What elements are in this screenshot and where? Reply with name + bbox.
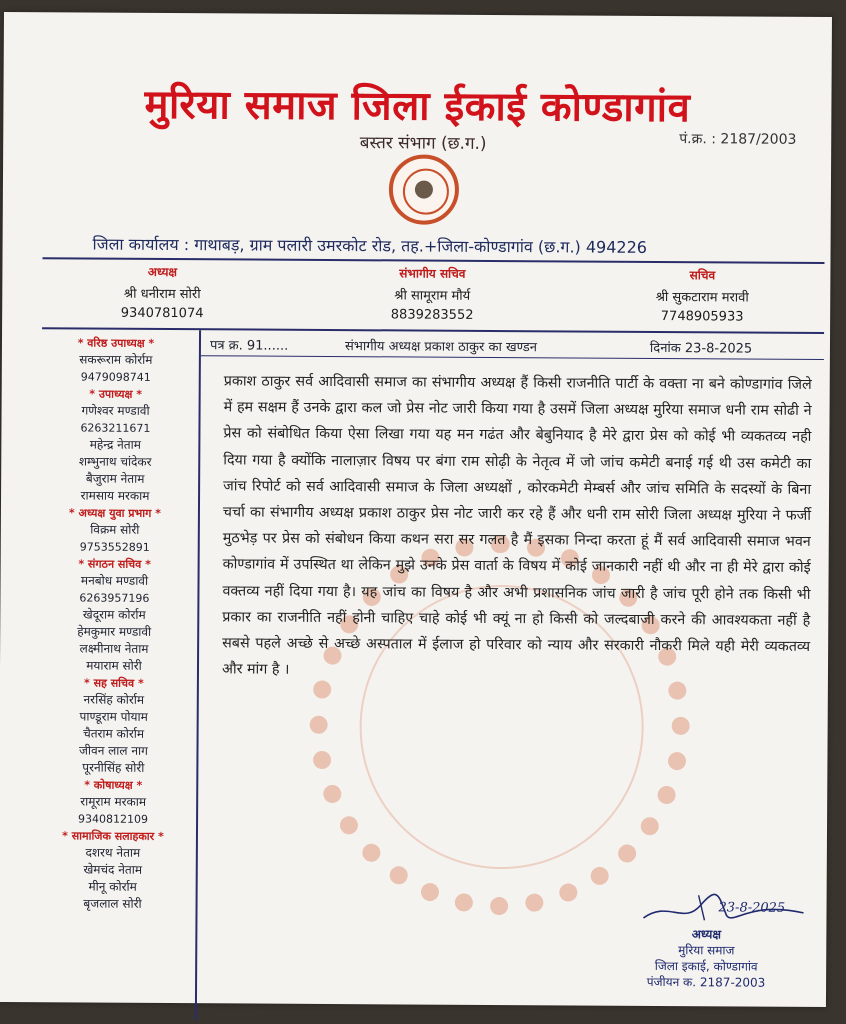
- registration-number: पं.क्र. : 2187/2003: [679, 131, 797, 148]
- officer-name: श्री धनीराम सोरी: [123, 286, 201, 303]
- sidebar-member-name: मीनू कोर्राम: [88, 879, 137, 894]
- sidebar-heading: * सह सचिव *: [84, 676, 144, 690]
- officer-role: संभागीय सचिव: [399, 266, 466, 281]
- letter-subject: संभागीय अध्यक्ष प्रकाश ठाकुर का खण्डन: [344, 339, 538, 356]
- sidebar-phone: 6263957196: [79, 591, 150, 605]
- sidebar-member-name: रामसाय मरकाम: [80, 488, 150, 503]
- sidebar-member-name: पूरनीसिंह सोरी: [82, 760, 145, 775]
- sidebar-member-name: बैजुराम नेताम: [85, 471, 145, 486]
- sidebar-phone: 9753552891: [79, 540, 150, 554]
- sidebar-member-name: नरसिंह कोर्राम: [83, 692, 145, 707]
- sidebar-member-name: हेमकुमार मण्डावी: [77, 624, 152, 639]
- sidebar-member-name: महेन्द्र नेताम: [89, 437, 142, 452]
- office-bearers-sidebar: [29, 334, 201, 913]
- officer-phone: 7748905933: [660, 309, 744, 325]
- sidebar-member-name: खेदूराम कोर्राम: [82, 607, 146, 622]
- office-address: जिला कार्यालय : गाथाबड़, ग्राम पलारी उमरकोट रोड, तह.+जिला-कोण्डागांव (छ.ग.) 494226: [92, 234, 648, 257]
- sidebar-heading: * सामाजिक सलाहकार *: [62, 829, 164, 843]
- officer-divisional-secretary: [312, 264, 552, 323]
- organization-seal-icon: [389, 154, 459, 224]
- stamp-line: मुरिया समाज: [678, 943, 735, 958]
- sidebar-member-name: मनबोध मण्डावी: [80, 573, 149, 588]
- officer-name: श्री सामूराम मौर्य: [394, 288, 471, 304]
- sidebar-heading: * उपाध्यक्ष *: [89, 387, 143, 401]
- sidebar-member-name: लक्ष्मीनाथ नेताम: [79, 641, 149, 656]
- official-stamp: [616, 926, 796, 991]
- sidebar-member-name: गणेश्वर मण्डावी: [81, 403, 150, 418]
- officer-role: अध्यक्ष: [147, 264, 178, 280]
- sidebar-heading: * संगठन सचिव *: [78, 557, 151, 571]
- sidebar-phone: 6263211671: [80, 421, 151, 435]
- officer-role: सचिव: [689, 268, 716, 283]
- organization-title: मुरिया समाज जिला ईकाई कोण्डागांव: [144, 81, 691, 132]
- officer-president: [42, 262, 282, 321]
- sidebar-heading: * कोषाध्यक्ष *: [84, 778, 143, 792]
- sidebar-member-name: बृजलाल सोरी: [83, 896, 142, 911]
- sidebar-member-name: खेमचंद नेताम: [83, 862, 143, 877]
- officer-name: श्री सुकटाराम मरावी: [655, 289, 749, 306]
- sidebar-member-name: चैतराम कोर्राम: [83, 726, 145, 741]
- sidebar-member-name: विक्रम सोरी: [90, 522, 140, 537]
- letterhead-document: [0, 12, 832, 1007]
- sidebar-member-name: पाण्डूराम पोयाम: [79, 709, 148, 724]
- sidebar-phone: 9479098741: [80, 370, 151, 384]
- letter-date: दिनांक 23-8-2025: [649, 340, 753, 357]
- officer-phone: 8839283552: [390, 307, 474, 323]
- sidebar-member-name: सकरूराम कोर्राम: [79, 352, 153, 367]
- officer-phone: 9340781074: [120, 305, 204, 322]
- stamp-title: अध्यक्ष: [691, 927, 722, 942]
- letter-ref-number: पत्र क्र. 91......: [209, 338, 289, 354]
- officers-row: [42, 262, 824, 337]
- sidebar-member-name: शम्भुनाथ चांदेकर: [78, 454, 152, 469]
- sidebar-member-name: रामूराम मरकाम: [80, 794, 147, 809]
- stamp-line: पंजीयन क. 2187-2003: [646, 974, 766, 990]
- sidebar-member-name: जीवन लाल नाग: [78, 743, 148, 758]
- signature-date: 23-8-2025: [718, 900, 786, 916]
- officer-secretary: [582, 266, 822, 325]
- sidebar-heading: * अध्यक्ष युवा प्रभाग *: [68, 506, 161, 520]
- sidebar-member-name: दशरथ नेताम: [85, 845, 141, 860]
- sidebar-member-name: मयाराम सोरी: [86, 658, 142, 673]
- sidebar-heading: * वरिष्ठ उपाध्यक्ष *: [77, 336, 155, 350]
- sidebar-phone: 9340812109: [78, 812, 149, 826]
- division-label: बस्तर संभाग (छ.ग.): [359, 133, 487, 154]
- stamp-line: जिला इकाई, कोण्डागांव: [654, 958, 758, 974]
- letter-body: प्रकाश ठाकुर सर्व आदिवासी समाज का संभागीय अध्यक्ष हैं किसी राजनीति पार्टी के वक्ता ना बने कोण्डागांव जिले में हम सक्षम हैं उनके द्वारा कल जो प्रेस नोट जारी किया गया है उसमें जिला अध्यक्ष मुरिया समाज धनी राम सोढी ने प्रेस को संबोधित किया ऐसा लिखा गया यह मन गढंत और बेबुनियाद है मेरे द्वारा प्रेस को कोई भी व्यकतव्य नही दिया गया है क्योंकि नालाज़ार विषय पर बंगा राम सोढ़ी के नेतृत्व में जो जांच कमेटी बनाई गई थी उस कमेटी का जांच रिपोर्ट को सर्व आदिवासी समाज के जिला अध्यक्षों , कोरकमेटी मेम्बर्स और जांच समिति के सदस्यों के बिना चर्चा का संभागीय अध्यक्ष प्रकाश ठाकुर प्रेस नोट जारी कर रहे हैं और धनी राम सोरी जिला अध्यक्ष मुरिया ने फर्जी मुठभेड़ पर प्रेस को संबोधन किया कथन सरा सर गलत है मैं इसका निन्दा करता हूं मैं सर्व आदिवासी समाज भवन कोण्डागांव में उपस्थित था लेकिन मुझे उनके प्रेस वार्ता के विषय में कोई जानकारी नहीं थी और ना ही मेरे द्वारा कोई वक्तव्य नहीं दिया गया है। यह जांच का विषय है और अभी प्रशासनिक जांच जारी है जांच पूरी होने तक किसी भी प्रकार का राजनीति नहीं होनी चाहिए चाहे कोई भी क्यूं ना हो किसी को जल्दबाजी करने की आवश्यकता नहीं है सबसे पहले अच्छे से अच्छे अस्पताल में ईलाज हो परिवार को न्याय और सरकारी नौकरी मिले यही मेरी व्यकतव्य और मांग है ।: [221, 373, 812, 678]
